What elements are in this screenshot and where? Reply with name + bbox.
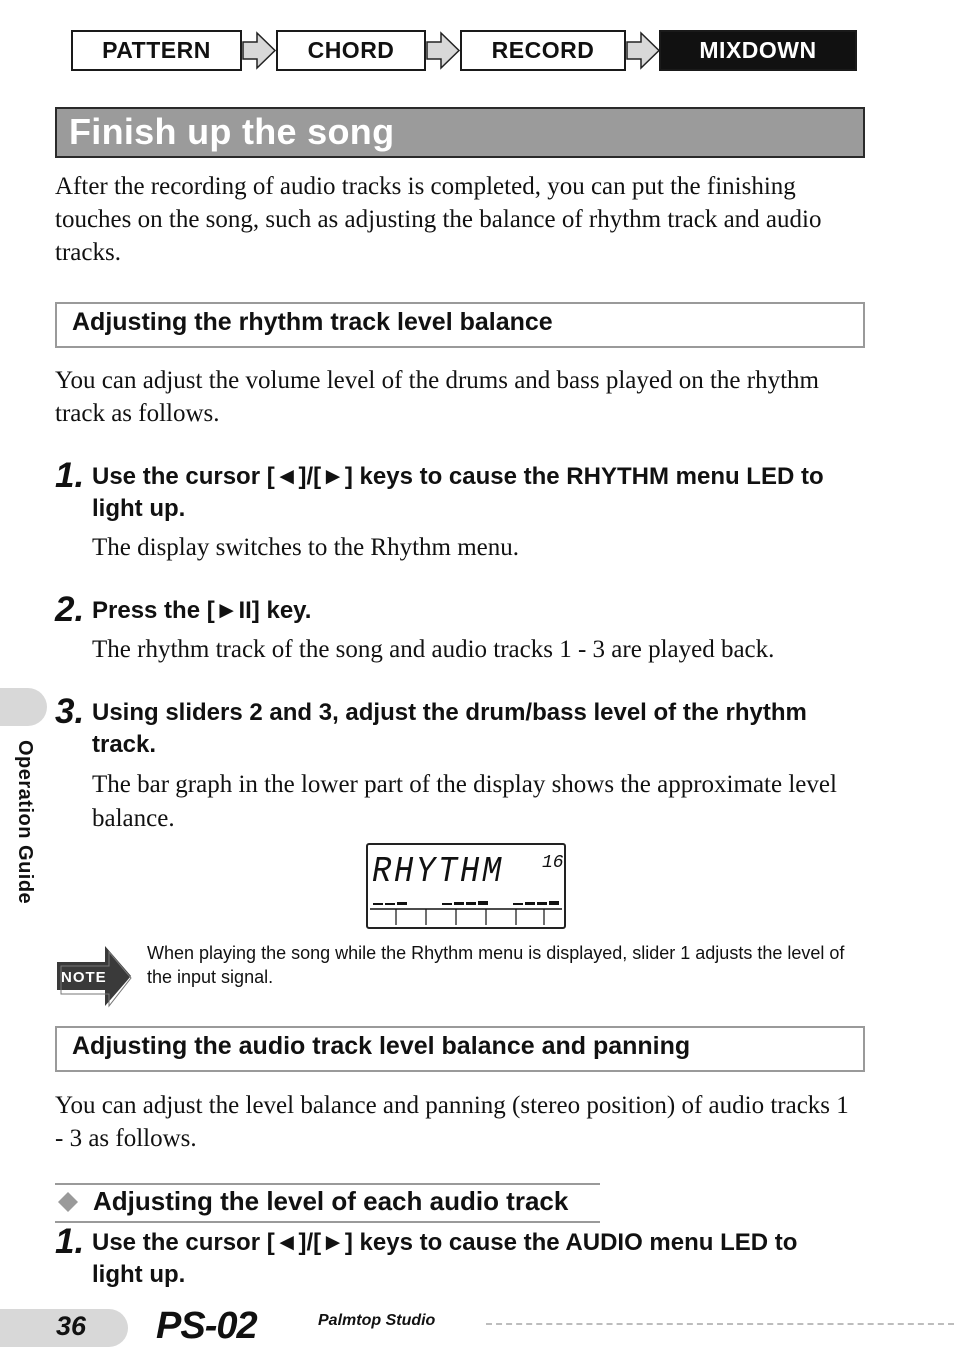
lcd-level-bars xyxy=(373,901,559,905)
section-body: You can adjust the volume level of the drums and bass played on the rhythm track as follows. xyxy=(55,367,819,427)
tab-chord: CHORD xyxy=(276,30,426,71)
side-label: Operation Guide xyxy=(14,740,36,905)
page-title-text: Finish up the song xyxy=(69,111,395,152)
step-number: 3. xyxy=(55,692,85,731)
diamond-bullet-icon xyxy=(58,1192,78,1212)
section-heading-text: Adjusting the rhythm track level balance xyxy=(72,308,553,336)
page-number: 36 xyxy=(56,1311,87,1341)
step-heading: Press the [►II] key. xyxy=(92,597,312,624)
section-heading-rhythm xyxy=(55,302,865,348)
lcd-value: 16 xyxy=(542,853,564,873)
section-heading-text: Adjusting the audio track level balance and panning xyxy=(72,1032,691,1060)
lcd-display xyxy=(366,843,566,929)
section-body: You can adjust the level balance and panning (stereo position) of audio tracks 1 - 3 as follows. xyxy=(55,1092,849,1152)
step-heading: Using sliders 2 and 3, adjust the drum/bass level of the rhythm track. xyxy=(92,699,807,758)
tab-record: RECORD xyxy=(460,30,626,71)
arrow-right-icon xyxy=(425,30,461,71)
step-heading: Use the cursor [◄]/[►] keys to cause the AUDIO menu LED to light up. xyxy=(92,1229,798,1288)
intro-paragraph: After the recording of audio tracks is completed, you can put the finishing touches on the song, such as adjusting the balance of rhythm track and audio tracks. xyxy=(55,173,822,266)
note-text: When playing the song while the Rhythm menu is displayed, slider 1 adjusts the level of the input signal. xyxy=(147,943,845,987)
note-badge-text: NOTE xyxy=(61,969,107,986)
arrow-right-icon xyxy=(625,30,661,71)
footer-divider xyxy=(486,1323,954,1325)
tab-mixdown: MIXDOWN xyxy=(659,30,857,71)
product-logo-subtitle: Palmtop Studio xyxy=(318,1312,436,1329)
arrow-right-icon xyxy=(241,30,277,71)
step-number: 1. xyxy=(55,1222,85,1261)
section-heading-audio xyxy=(55,1026,865,1072)
tab-pattern: PATTERN xyxy=(71,30,242,71)
note-icon xyxy=(55,944,133,1020)
step-body: The rhythm track of the song and audio tracks 1 - 3 are played back. xyxy=(92,636,775,663)
lcd-graphic xyxy=(368,845,564,927)
product-logo: PS-02 xyxy=(156,1305,257,1347)
step-heading: Use the cursor [◄]/[►] keys to cause the RHYTHM menu LED to light up. xyxy=(92,463,824,522)
lcd-text: RHYTHM xyxy=(372,851,504,892)
page-title xyxy=(55,107,865,158)
subsection-heading-text: Adjusting the level of each audio track xyxy=(93,1186,569,1216)
step-body: The display switches to the Rhythm menu. xyxy=(92,534,520,561)
step-body: The bar graph in the lower part of the display shows the approximate level balance. xyxy=(92,771,837,832)
step-number: 2. xyxy=(55,590,85,629)
side-tab-marker xyxy=(0,688,47,726)
subsection-heading xyxy=(55,1183,600,1223)
step-number: 1. xyxy=(55,456,85,495)
